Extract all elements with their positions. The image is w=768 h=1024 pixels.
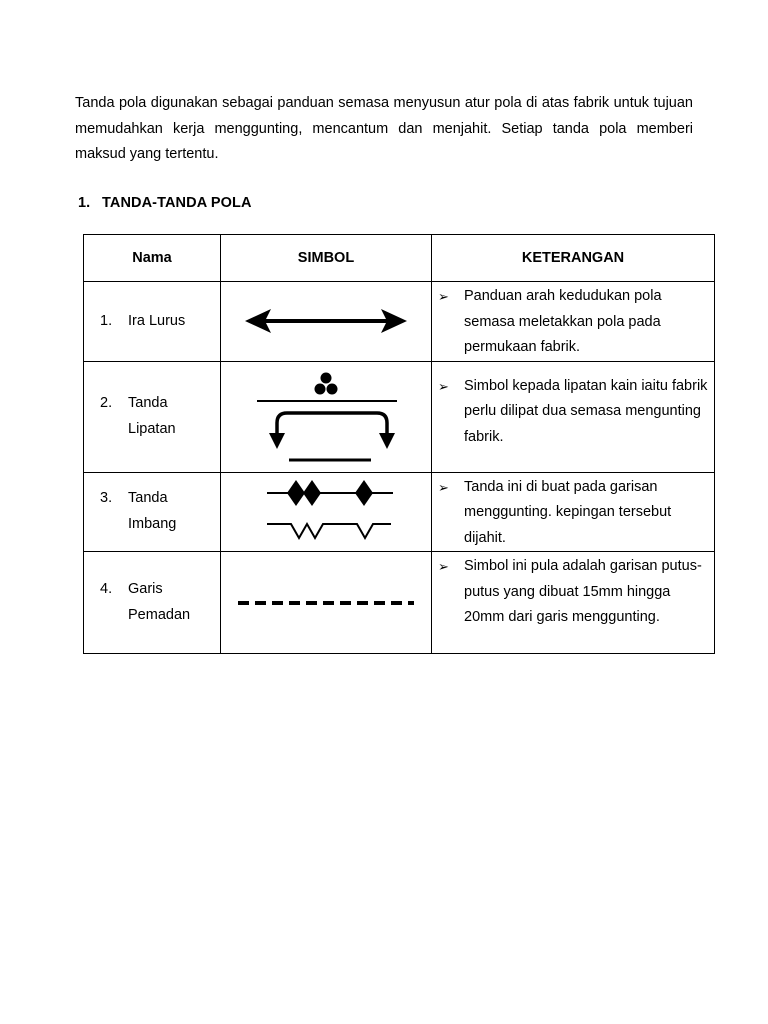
symbol-cell	[221, 552, 432, 654]
description-cell	[432, 361, 715, 472]
description-cell	[432, 282, 715, 362]
dashed-line-icon	[234, 593, 418, 613]
row-name: Ira Lurus	[128, 312, 186, 329]
pattern-marks-table	[83, 234, 715, 654]
symbol-cell	[221, 361, 432, 472]
table-row	[84, 552, 715, 654]
name-cell	[84, 552, 221, 654]
double-arrow-icon	[241, 301, 411, 341]
symbol-cell	[221, 282, 432, 362]
row-description: Tanda ini di buat pada garisan menggunting. kepingan tersebut dijahit.	[464, 478, 672, 546]
description-cell	[432, 552, 715, 654]
name-cell	[84, 361, 221, 472]
section-heading	[78, 195, 252, 211]
table-row	[84, 361, 715, 472]
table-row	[84, 282, 715, 362]
row-description: Simbol kepada lipatan kain iaitu fabrik perlu dilipat dua semasa mengunting fabrik.	[464, 377, 708, 445]
row-number: 4.	[100, 581, 113, 597]
row-number: 2.	[100, 395, 113, 411]
name-cell	[84, 282, 221, 362]
intro-paragraph: Tanda pola digunakan sebagai panduan semasa menyusun atur pola di atas fabrik untuk tujuan memudahkan kerja menggunting, mencantum dan menjahit. Setiap tanda pola memberi maksud yang tertentu.	[75, 95, 693, 162]
section-number: 1.	[78, 195, 91, 211]
table-row	[84, 472, 715, 552]
header-symbol: SIMBOL	[221, 235, 432, 282]
table-header-row	[84, 235, 715, 282]
header-description: KETERANGAN	[432, 235, 715, 282]
name-cell	[84, 472, 221, 552]
row-name: Tanda Imbang	[128, 490, 177, 532]
row-number: 3.	[100, 490, 113, 507]
bullet-arrow-icon: ➢	[438, 559, 449, 574]
notch-mark-icon	[241, 476, 411, 548]
fold-mark-icon	[241, 365, 411, 469]
section-title: TANDA-TANDA POLA	[102, 195, 252, 211]
row-number: 1.	[100, 312, 113, 329]
bullet-arrow-icon: ➢	[438, 289, 449, 304]
row-name: Tanda Lipatan	[128, 395, 176, 437]
row-description: Simbol ini pula adalah garisan putus-putus yang dibuat 15mm hingga 20mm dari garis menggunting.	[464, 558, 702, 625]
bullet-arrow-icon: ➢	[438, 378, 449, 394]
row-description: Panduan arah kedudukan pola semasa meletakkan pola pada permukaan fabrik.	[464, 288, 662, 355]
symbol-cell	[221, 472, 432, 552]
row-name: Garis Pemadan	[128, 581, 191, 623]
header-name: Nama	[84, 235, 221, 282]
bullet-arrow-icon: ➢	[438, 479, 449, 495]
description-cell	[432, 472, 715, 552]
